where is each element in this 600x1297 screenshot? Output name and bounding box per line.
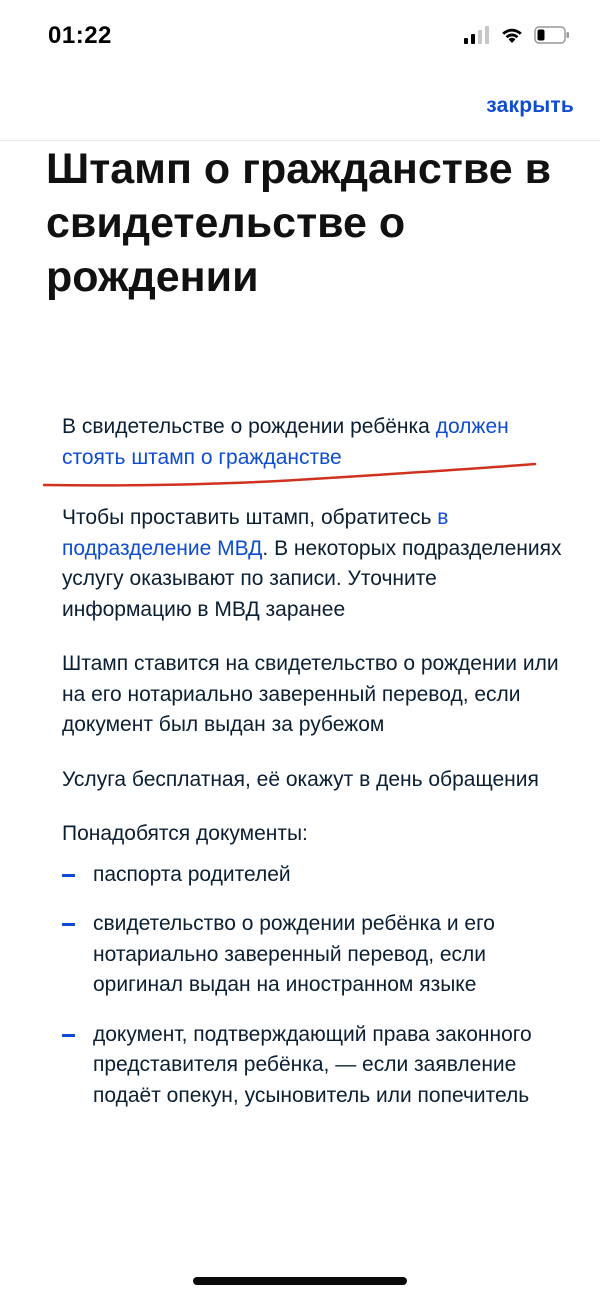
status-time: 01:22 (48, 22, 112, 49)
close-button[interactable]: закрыть (486, 94, 574, 117)
mvd-text-before: Чтобы проставить штамп, обратитесь (62, 506, 438, 529)
page-title: Штамп о гражданстве в свидетельстве о рождении (46, 145, 552, 301)
cellular-signal-icon (464, 26, 490, 49)
content (62, 412, 562, 1130)
wifi-icon (500, 26, 524, 49)
documents-title: Понадобятся документы: (62, 822, 308, 845)
documents-list (62, 860, 562, 1112)
intro-text: В свидетельстве о рождении ребёнка (62, 415, 436, 438)
mvd-department-link[interactable]: в подразделение МВД (62, 506, 449, 560)
list-item-text: свидетельство о рождении ребёнка и его нотариально заверенный перевод, если оригинал выдан на иностранном языке (93, 912, 495, 996)
list-item (62, 1020, 562, 1112)
battery-icon (534, 26, 570, 49)
dash-bullet-icon (62, 1034, 75, 1037)
stamp-info-paragraph: Штамп ставится на свидетельство о рождении или на его нотариально заверенный перевод, если документ был выдан за рубежом (62, 652, 559, 736)
citizenship-stamp-link[interactable]: должен стоять штамп о гражданстве (62, 415, 509, 469)
dash-bullet-icon (62, 874, 75, 877)
status-bar (0, 0, 600, 76)
free-service-paragraph: Услуга бесплатная, её окажут в день обращения (62, 767, 539, 791)
list-item-text: документ, подтверждающий права законного представителя ребёнка, — если заявление подаёт опекун, усыновитель или попечитель (93, 1022, 532, 1107)
home-indicator[interactable] (193, 1277, 407, 1285)
list-item-text: паспорта родителей (93, 862, 291, 886)
mvd-text-after: . В некоторых подразделениях услугу оказывают по записи. Уточните информацию в МВД заранее (62, 536, 562, 621)
status-icons (464, 26, 570, 49)
list-item (62, 860, 562, 891)
dash-bullet-icon (62, 923, 75, 926)
list-item (62, 909, 562, 1001)
top-header (0, 76, 600, 141)
mvd-paragraph (62, 503, 562, 625)
intro-paragraph (62, 412, 562, 473)
